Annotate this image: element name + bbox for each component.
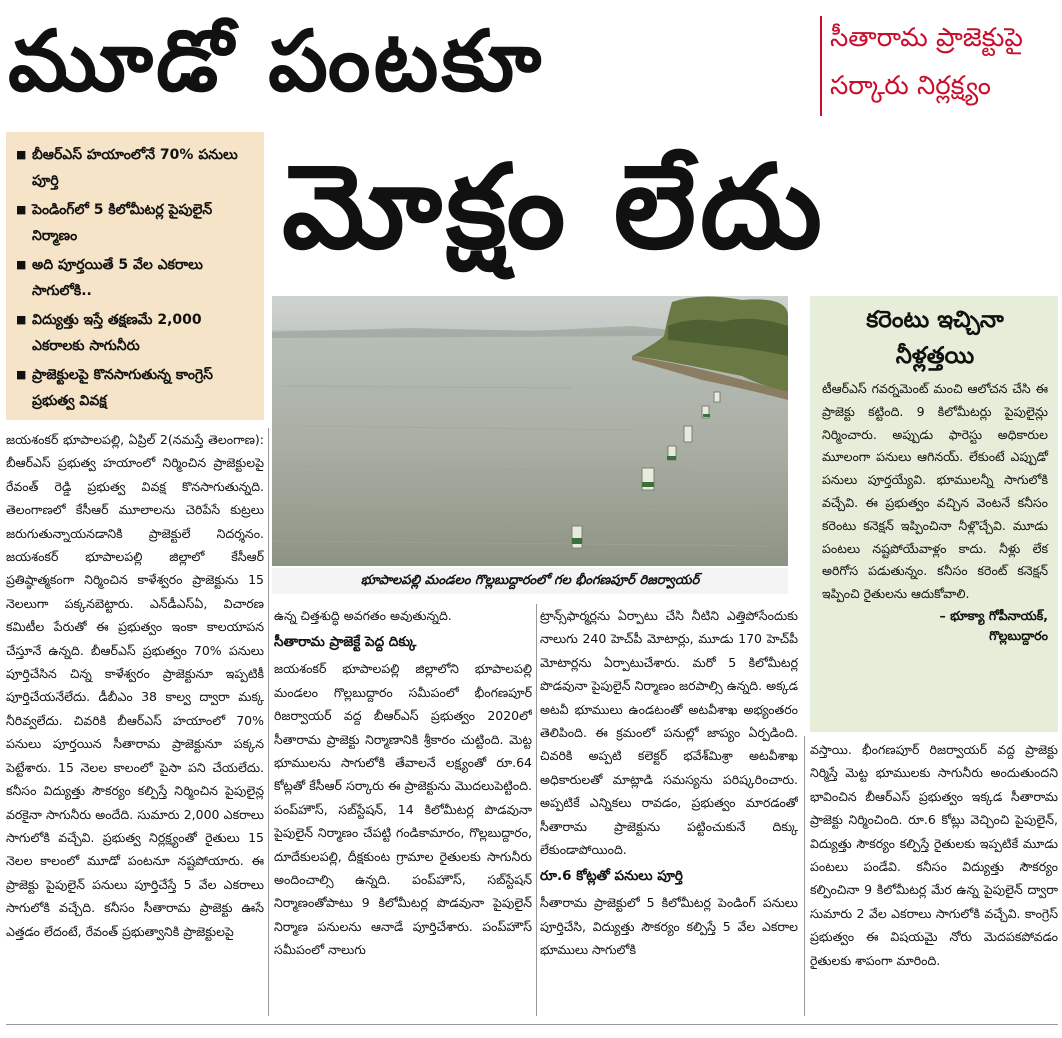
column-divider [268,428,269,1016]
highlight-item: ■ పెండింగ్‌లో 5 కిలోమీటర్ల పైపులైన్ నిర్మాణం [16,197,256,249]
photo-caption: భూపాలపల్లి మండలం గొల్లబుద్దారంలో గల భీంగణపూర్ రిజర్వాయర్ [272,568,788,594]
article-column-3-text: ట్రాన్స్‌ఫార్మర్లను ఏర్పాటు చేసి నీటిని ఎత్తిపోసేందుకు నాలుగు 240 హెచ్‌పీ మోటార్లు, మూడు 170 హెచ్‌పీ మోటార్లను ఏర్పాటుచేశారు. మరో 5 కిలోమీటర్ల పొడవునా పైపులైన్ నిర్మాణం జరపాల్సి ఉన్నది. అక్కడ అటవీ భూములు ఉండటంతో అటవీశాఖ అభ్యంతరం తెలిపింది. ఈ క్రమంలో పనుల్లో జాప్యం ఏర్పడింది. చివరికి అప్పటి కలెక్టర్ భవేశ్‌మిశ్రా అటవీశాఖ అధికారులతో మాట్లాడి సమస్యను పరిష్కరించారు. అప్పటికే ఎన్నికలు రావడం, ప్రభుత్వం మారడంతో సీతారామ ప్రాజెక్టును పట్టించుకునే దిక్కు లేకుండాపోయింది. [540,608,798,858]
highlights-list [16,142,256,414]
farmer-quote-box [810,296,1058,732]
bottom-rule [6,1024,1058,1025]
article-column-3 [540,604,798,1016]
quote-heading-line1: కరెంటు ఇచ్చినా [866,307,1004,333]
article-column-4-text: వస్తాయి. భీంగణపూర్ రిజర్వాయర్ వద్ద ప్రాజెక్టు నిర్మిస్తే మెట్ట భూములకు సాగునీరు అందుతుందని భావించిన బీఆర్ఎస్ ప్రభుత్వం ఇక్కడ సీతారామ ప్రాజెక్టు నిర్మించింది. రూ.6 కోట్లు వెచ్చించి పైపులైన్, విద్యుత్తు సౌకర్యం కల్పిస్తే రైతులకు ఇప్పటికే మూడు పంటలు పండేవి. కనీసం విద్యుత్తు సౌకర్యం కల్పించినా 9 కిలోమీటర్ల మేర ఉన్న పైపులైన్ ద్వారా సుమారు 2 వేల ఎకరాలు సాగులోకి వచ్చేవి. కాంగ్రెస్ ప్రభుత్వం ఈ విషయమై నోరు మెదపకపోవడం రైతులకు శాపంగా మారింది. [810,742,1058,968]
article-column-2-lead: ఉన్న చిత్తశుద్ధి అవగతం అవుతున్నది. [274,608,452,623]
article-column-4 [810,738,1058,1016]
quote-heading-line2: నీళ్లత్తయి [895,343,975,369]
article-column-3-text-2: సీతారామ ప్రాజెక్టులో 5 కిలోమీటర్ల పెండింగ్ పనులు పూర్తిచేసి, విద్యుత్తు సౌకర్యం కల్పిస్తే 5 వేల ఎకరాల భూములు సాగులోకి [540,895,798,958]
article-subheading: సీతారామ ప్రాజెక్టే పెద్ద దిక్కు [274,634,417,651]
quote-signature-name: – భూక్యా గోపీనాయక్, [939,607,1048,623]
headline-line1: మూడో పంటకూ [8,12,545,110]
kicker-line1: సీతారామ ప్రాజెక్టుపై [830,23,1023,53]
reservoir-photo [272,296,788,566]
column-divider [536,604,537,1016]
headline-line2: మోక్షం లేదు [282,140,826,275]
reservoir-photo-image [272,296,788,566]
article-column-2 [274,604,532,1016]
column-divider [804,736,805,1016]
highlight-item: ■ ప్రాజెక్టులపై కొనసాగుతున్న కాంగ్రెస్ ప్రభుత్వ వివక్ష [16,362,256,414]
highlights-box [6,132,264,420]
kicker-line2: సర్కారు నిర్లక్ష్యం [830,71,991,101]
quote-signature-place: గొల్లబుద్దారం [989,627,1048,643]
headline-kicker [808,10,1056,120]
highlight-item: ■ విద్యుత్తు ఇస్తే తక్షణమే 2,000 ఎకరాలకు సాగునీరు [16,307,256,359]
article-column-1 [6,428,264,1016]
article-column-1-text: జయశంకర్ భూపాలపల్లి, ఏప్రిల్ 2(నమస్తే తెలంగాణ): బీఆర్ఎస్ ప్రభుత్వ హయాంలో నిర్మించిన ప్రాజెక్టులపై రేవంత్ రెడ్డి ప్రభుత్వ వివక్ష కొనసాగుతున్నది. తెలంగాణలో కేసీఆర్ మూలాలను చెరిపేసే కుట్రలు జరుగుతున్నాయనడానికి ప్రాజెక్టులే నిదర్శనం. జయశంకర్ భూపాలపల్లి జిల్లాలో కేసీఆర్ ప్రతిష్ఠాత్మకంగా నిర్మించిన కాళేశ్వరం ప్రాజెక్టును 15 నెలలుగా పక్కనబెట్టారు. ఎన్‌డీఎస్ఏ, విచారణ కమిటీల పేరుతో ఈ ప్రభుత్వం ఇంకా కాలయాపన చేస్తూనే ఉన్నది. బీఆర్ఎస్ ప్రభుత్వం 70% పనులు పూర్తిచేసిన చిన్న కాళేశ్వరం ప్రాజెక్టునూ ఇప్పటికీ పూర్తిచేయనేలేదు. డీబీఎం 38 కాల్వ ద్వారా మక్క నీరివ్వలేదు. చివరికి బీఆర్ఎస్ హయాంలో 70% పనులు పూర్తయిన సీతారామ ప్రాజెక్టునూ పక్కన పెట్టేశారు. 15 నెలల కాలంలో పైసా పని చేయలేదు. కనీసం విద్యుత్తు సౌకర్యం కల్పిస్తే నిర్మించిన పైపులైన్ల వరకైనా సాగునీరు అందేది. సుమారు 2,000 ఎకరాలు సాగులోకి వచ్చేవి. ప్రభుత్వ నిర్లక్ష్యంతో రైతులు 15 నెలల కాలంలో మూడో పంటనూ నష్టపోయారు. ఈ ప్రాజెక్టు పైపులైన్ పనులు పూర్తిచేస్తే 5 వేల ఎకరాలు సాగులోకి వచ్చేది. కనీసం సీతారామ ప్రాజెక్టు ఊసే ఎత్తడం లేదంటే, రేవంత్ ప్రభుత్వానికి ప్రాజెక్టులపై [6,432,264,939]
highlight-item: ■ అది పూర్తయితే 5 వేల ఎకరాలు సాగులోకి.. [16,252,256,304]
article-column-2-text: జయశంకర్ భూపాలపల్లి జిల్లాలోని భూపాలపల్లి మండలం గొల్లబుద్దారం సమీపంలో భీంగణపూర్ రిజర్వాయర్ వద్ద బీఆర్ఎస్ ప్రభుత్వం 2020లో సీతారామ ప్రాజెక్టు నిర్మాణానికి శ్రీకారం చుట్టింది. మెట్ట భూములను సాగులోకి తేవాలనే లక్ష్యంతో రూ.64 కోట్లతో కేసీఆర్ సర్కారు ఈ ప్రాజెక్టును మొదలుపెట్టింది. పంప్‌హౌస్, సబ్‌స్టేషన్, 14 కిలోమీటర్ల పొడవునా పైపులైన్ నిర్మాణం చేపట్టి గండికామారం, గొల్లబుద్దారం, దూదేకులపల్లి, దీక్షకుంట గ్రామాల రైతులకు సాగునీరు అందించాల్సి ఉన్నది. పంప్‌హౌస్, సబ్‌స్టేషన్ నిర్మాణంతోపాటు 9 కిలోమీటర్ల పొడవునా పైపులైన్ నిర్మాణ పనులను ఆనాడే పూర్తిచేశారు. పంప్‌హౌస్ సమీపంలో నాలుగు [274,661,532,958]
quote-body: టీఆర్ఎస్ గవర్నమెంట్ మంచి ఆలోచన చేసి ఈ ప్రాజెక్టు కట్టింది. 9 కిలోమీటర్లు పైపులైన్లు నిర్మించారు. అప్పుడు ఫారెస్టు అధికారుల మూలంగా పనులు ఆగినయ్. లేకుంటే ఎప్పుడో పనులు పూర్తయ్యేవి. భూములన్నీ సాగులోకి వచ్చేవి. ఈ ప్రభుత్వం వచ్చిన వెంటనే కనీసం కరెంటు కనెక్షన్ ఇప్పించినా నీళ్లొచ్చేవి. మూడు పంటలు నష్టపోయేవాళ్లం కాదు. నీళ్లు లేక అరిగోస పడుతున్నం. కనీసం కరెంట్ కనెక్షన్ ఇప్పించి రైతులను ఆదుకోవాలి. [822,381,1048,602]
highlight-item: ■ బీఆర్ఎస్ హయాంలోనే 70% పనులు పూర్తి [16,142,256,194]
article-subheading: రూ.6 కోట్లతో పనులు పూర్తి [540,868,683,885]
